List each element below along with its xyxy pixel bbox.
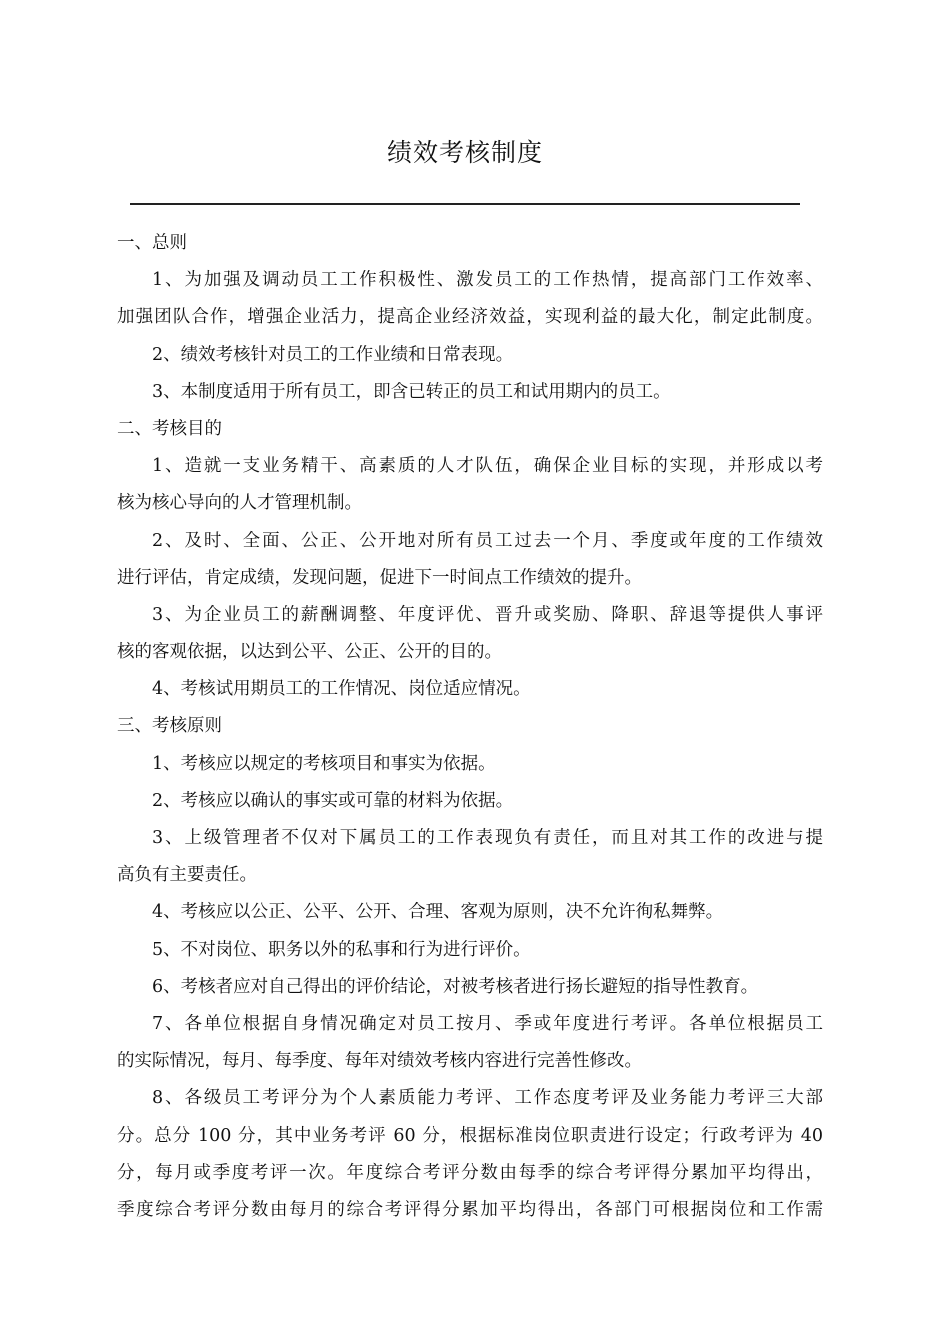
text-line: 2、及时、全面、公正、公开地对所有员工过去一个月、季度或年度的工作绩效	[152, 530, 823, 551]
text-line: 2、考核应以确认的事实或可靠的材料为依据。	[152, 790, 514, 811]
text-line: 1、造就一支业务精干、高素质的人才队伍，确保企业目标的实现，并形成以考	[152, 456, 823, 477]
text-line: 3、为企业员工的薪酬调整、年度评优、晋升或奖励、降职、辞退等提供人事评	[152, 604, 823, 625]
text-line: 高负有主要责任。	[117, 865, 257, 886]
document-body	[117, 225, 823, 1229]
text-line: 5、不对岗位、职务以外的私事和行为进行评价。	[152, 939, 531, 960]
text-line: 7、各单位根据自身情况确定对员工按月、季或年度进行考评。各单位根据员工	[152, 1013, 823, 1034]
text-line: 三、考核原则	[117, 716, 222, 737]
text-line: 2、绩效考核针对员工的工作业绩和日常表现。	[152, 344, 514, 365]
text-line: 一、总则	[117, 233, 187, 253]
text-line: 8、各级员工考评分为个人素质能力考评、工作态度考评及业务能力考评三大部	[152, 1088, 823, 1109]
text-line: 3、上级管理者不仅对下属员工的工作表现负有责任，而且对其工作的改进与提	[152, 828, 823, 848]
title-divider	[130, 203, 800, 205]
text-line: 1、为加强及调动员工工作积极性、激发员工的工作热情，提高部门工作效率、	[152, 270, 823, 291]
text-line: 4、考核试用期员工的工作情况、岗位适应情况。	[152, 679, 531, 700]
document-title: 绩效考核制度	[386, 138, 543, 167]
text-line: 加强团队合作，增强企业活力，提高企业经济效益，实现利益的最大化，制定此制度。	[117, 307, 823, 328]
text-line: 进行评估，肯定成绩，发现问题，促进下一时间点工作绩效的提升。	[117, 567, 642, 588]
text-line: 分。总分 100 分，其中业务考评 60 分，根据标准岗位职责进行设定；行政考评为 40	[117, 1125, 823, 1146]
text-line: 的实际情况，每月、每季度、每年对绩效考核内容进行完善性修改。	[117, 1051, 642, 1072]
text-line: 4、考核应以公正、公平、公开、合理、客观为原则，决不允许徇私舞弊。	[152, 902, 724, 923]
text-line: 核为核心导向的人才管理机制。	[117, 493, 362, 514]
text-line: 3、本制度适用于所有员工，即含已转正的员工和试用期内的员工。	[152, 381, 671, 402]
text-line: 季度综合考评分数由每月的综合考评得分累加平均得出，各部门可根据岗位和工作需	[117, 1199, 823, 1220]
text-line: 核的客观依据，以达到公平、公正、公开的目的。	[117, 642, 502, 663]
text-line: 6、考核者应对自己得出的评价结论，对被考核者进行扬长避短的指导性教育。	[152, 976, 759, 997]
text-line: 分，每月或季度考评一次。年度综合考评分数由每季的综合考评得分累加平均得出，	[117, 1162, 823, 1183]
text-line: 1、考核应以规定的考核项目和事实为依据。	[152, 753, 496, 774]
text-line: 二、考核目的	[117, 418, 222, 439]
